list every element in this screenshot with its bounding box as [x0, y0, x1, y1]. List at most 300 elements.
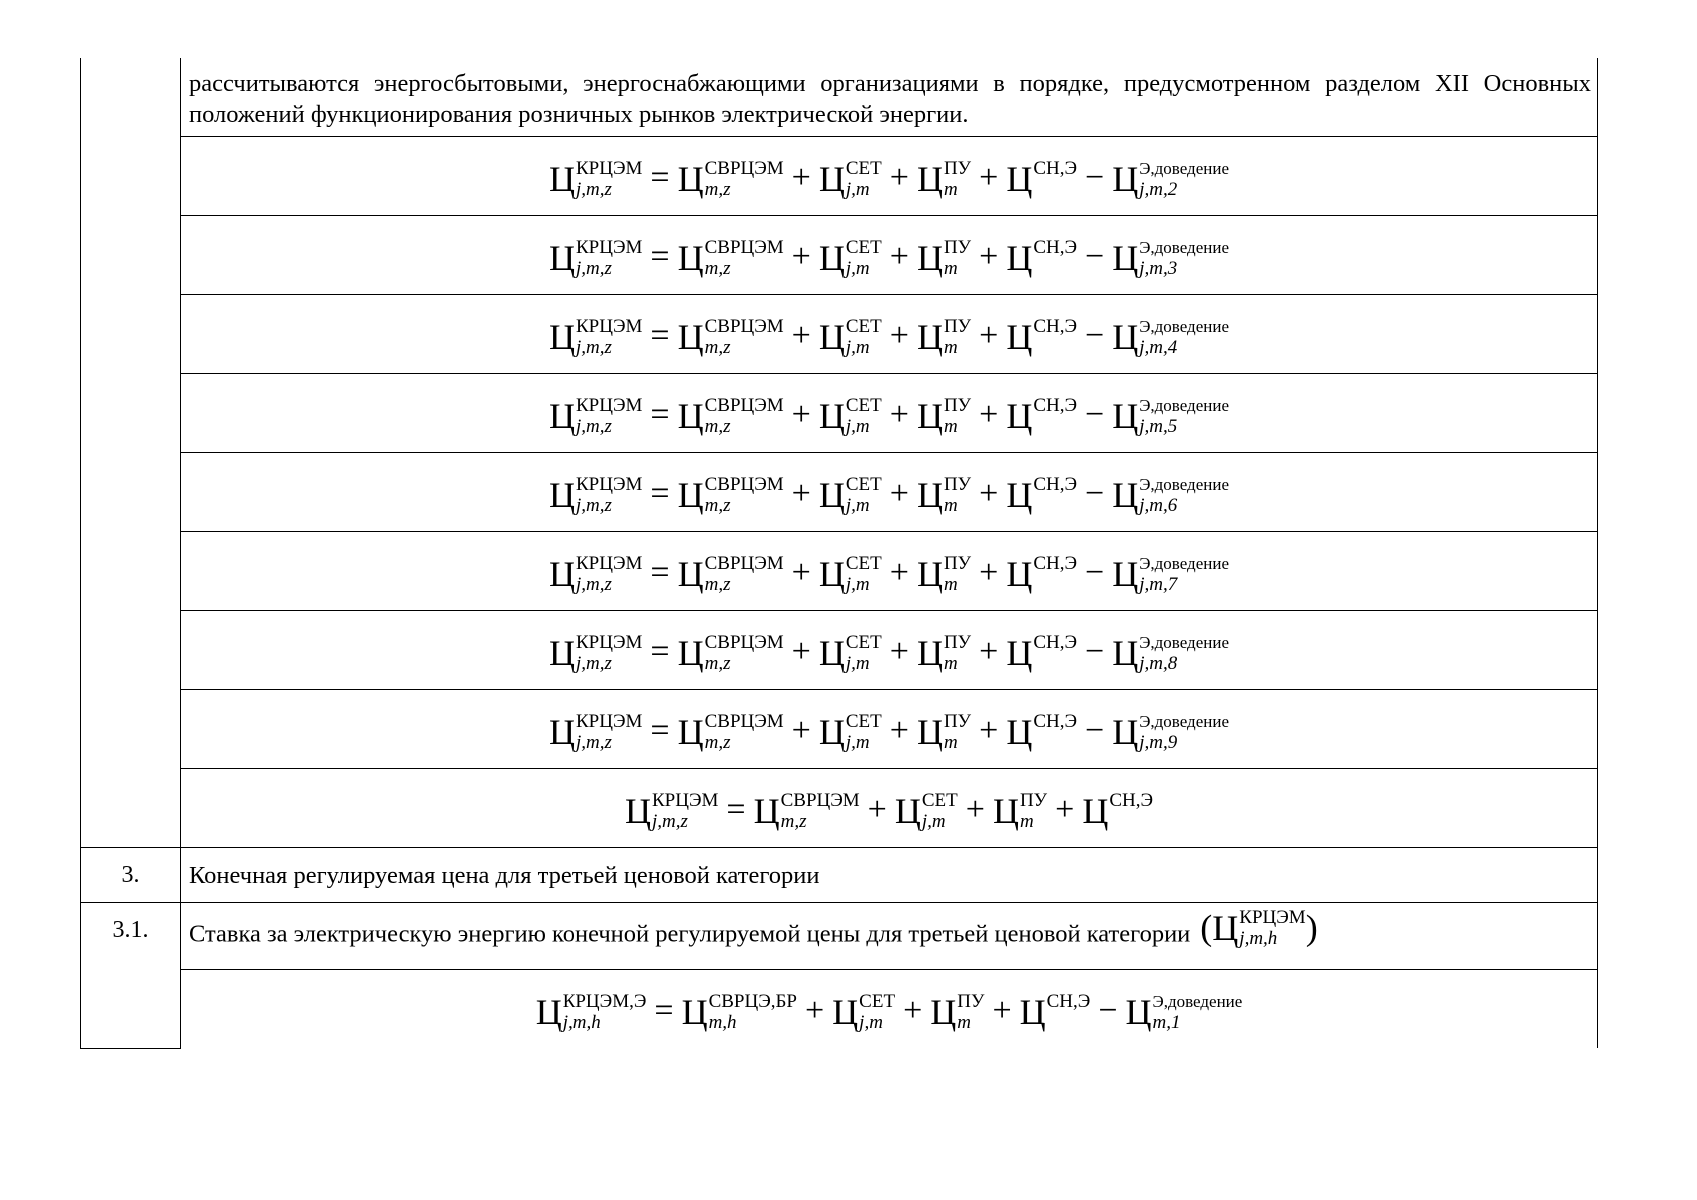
term-scripts	[576, 553, 642, 595]
term-subscript: j,m	[845, 494, 870, 516]
operator: +	[889, 396, 909, 434]
term-scripts	[1033, 632, 1077, 674]
term-superscript: СЕТ	[845, 473, 882, 495]
formula-term	[1006, 394, 1077, 437]
term-scripts	[957, 991, 984, 1033]
price-symbol: Ц	[549, 158, 575, 199]
intro-text: рассчитываются энергосбытовыми, энергоснабжающими организациями в порядке, предусмотренном разделом XII Основных положений функционирования розничных рынков электрической энергии.	[181, 58, 1598, 137]
operator: =	[650, 633, 670, 671]
formula-term	[895, 789, 958, 832]
term-superscript: КРЦЭМ	[576, 157, 643, 179]
term-superscript: СВРЦЭМ	[704, 552, 784, 574]
formula-cell	[181, 690, 1598, 769]
operator: +	[979, 159, 999, 197]
formula-term	[917, 315, 971, 358]
operator: =	[650, 475, 670, 513]
term-subscript: j,m	[845, 257, 870, 279]
term-superscript: Э,доведение	[1139, 395, 1229, 415]
operator: +	[791, 554, 811, 592]
formula-term	[1112, 710, 1229, 753]
formula-cell	[181, 769, 1598, 848]
term-superscript: ПУ	[943, 710, 972, 732]
term-superscript: Э,доведение	[1152, 991, 1243, 1011]
operator: +	[979, 712, 999, 750]
term-subscript: j,m,z	[576, 652, 612, 674]
formula-term	[819, 631, 882, 674]
term-superscript: СВРЦЭМ	[704, 236, 784, 258]
price-symbol: Ц	[916, 632, 943, 673]
operator: +	[889, 238, 909, 276]
term-scripts	[846, 158, 882, 200]
term-scripts	[576, 711, 642, 753]
term-superscript: КРЦЭМ	[576, 631, 643, 653]
term-scripts	[922, 790, 958, 832]
price-symbol: Ц	[677, 711, 704, 752]
operator: −	[1085, 396, 1105, 434]
term-superscript: ПУ	[943, 552, 972, 574]
formula	[549, 630, 1229, 673]
term-subscript: j,m	[845, 731, 870, 753]
term-scripts	[1033, 474, 1077, 516]
term-scripts	[576, 158, 642, 200]
formula-term	[678, 157, 784, 200]
term-subscript	[1033, 653, 1077, 674]
term-scripts	[576, 237, 642, 279]
term-scripts	[1020, 790, 1047, 832]
term-scripts	[846, 474, 882, 516]
term-superscript: СВРЦЭМ	[704, 631, 784, 653]
formula-term	[819, 710, 882, 753]
formula-term	[819, 236, 882, 279]
term-scripts	[1139, 395, 1229, 437]
term-subscript	[1033, 337, 1077, 358]
formula-cell	[181, 295, 1598, 374]
price-symbol: Ц	[1006, 237, 1033, 278]
term-superscript: ПУ	[943, 157, 972, 179]
term-superscript: СН,Э	[1033, 552, 1077, 574]
formula-term	[1112, 157, 1229, 200]
term-subscript	[1033, 574, 1077, 595]
operator: −	[1085, 554, 1105, 592]
price-symbol: Ц	[549, 474, 575, 515]
term-scripts	[846, 316, 882, 358]
price-symbol: Ц	[1006, 316, 1033, 357]
term-superscript: СЕТ	[845, 710, 882, 732]
term-subscript: m	[943, 652, 958, 674]
term-subscript: j,m,h	[562, 1011, 601, 1033]
term-superscript: СЕТ	[845, 157, 882, 179]
operator: +	[791, 475, 811, 513]
term-superscript: Э,доведение	[1139, 316, 1229, 336]
formula-term	[549, 552, 642, 595]
term-subscript: j,m,5	[1139, 415, 1178, 437]
price-symbol: Ц	[1112, 395, 1139, 436]
operator: +	[889, 317, 909, 355]
term-scripts	[846, 237, 882, 279]
term-superscript: ПУ	[943, 315, 972, 337]
term-subscript	[1033, 495, 1077, 516]
formula-term	[917, 552, 971, 595]
price-symbol: Ц	[1112, 553, 1139, 594]
term-subscript: j,m,z	[576, 336, 612, 358]
term-subscript: j,m	[921, 810, 946, 832]
term-superscript: КРЦЭМ	[576, 473, 643, 495]
price-symbol: Ц	[1112, 474, 1139, 515]
term-subscript: m	[943, 336, 958, 358]
term-subscript: j,m,z	[576, 494, 612, 516]
term-scripts	[705, 237, 784, 279]
term-superscript: СВРЦЭМ	[704, 315, 784, 337]
term-scripts	[1139, 316, 1229, 358]
term-scripts	[1033, 316, 1077, 358]
price-symbol: Ц	[818, 711, 845, 752]
term-subscript: j,m,z	[576, 415, 612, 437]
operator: +	[791, 159, 811, 197]
formula-term	[819, 315, 882, 358]
price-symbol: Ц	[818, 158, 845, 199]
term-superscript: СН,Э	[1046, 990, 1091, 1012]
term-subscript	[1033, 258, 1077, 279]
formula-term	[1112, 631, 1229, 674]
formula-term	[1212, 907, 1305, 949]
operator: +	[992, 992, 1012, 1030]
formula-term	[549, 236, 642, 279]
price-symbol: Ц	[1006, 395, 1033, 436]
formula-cell	[181, 216, 1598, 295]
formula-term	[1006, 710, 1077, 753]
price-symbol: Ц	[818, 474, 845, 515]
term-scripts	[1153, 991, 1243, 1033]
number-cell-empty	[81, 58, 181, 848]
term-subscript: m,z	[704, 652, 731, 674]
operator: +	[889, 712, 909, 750]
formula	[549, 235, 1229, 278]
term-superscript: Э,доведение	[1139, 158, 1229, 178]
operator: =	[650, 396, 670, 434]
operator: +	[804, 992, 825, 1030]
term-scripts	[944, 474, 971, 516]
formula-row	[81, 532, 1598, 611]
price-symbol: Ц	[1019, 991, 1046, 1032]
term-subscript: j,m	[845, 336, 870, 358]
term-scripts	[1109, 790, 1153, 832]
term-superscript: ПУ	[943, 394, 972, 416]
formula-term	[678, 394, 784, 437]
formula-term	[678, 710, 784, 753]
price-symbol: Ц	[1082, 790, 1109, 831]
term-superscript: СН,Э	[1033, 236, 1077, 258]
term-subscript: j,m,7	[1139, 573, 1178, 595]
term-scripts	[846, 711, 882, 753]
formula-row	[81, 216, 1598, 295]
formula-term	[819, 157, 882, 200]
term-subscript: j,m	[845, 573, 870, 595]
term-scripts	[1139, 632, 1229, 674]
term-scripts	[563, 991, 647, 1033]
term-superscript: СН,Э	[1033, 157, 1077, 179]
operator: −	[1085, 317, 1105, 355]
term-superscript: ПУ	[957, 990, 985, 1012]
operator: +	[791, 396, 811, 434]
formula-term	[1006, 157, 1077, 200]
price-symbol: Ц	[677, 632, 704, 673]
term-superscript: СН,Э	[1109, 789, 1153, 811]
term-scripts	[944, 316, 971, 358]
term-subscript: j,m,z	[576, 178, 612, 200]
term-scripts	[1239, 907, 1305, 949]
term-superscript: СЕТ	[921, 789, 958, 811]
operator: +	[889, 475, 909, 513]
term-superscript: СВРЦЭМ	[780, 789, 860, 811]
term-subscript: m,z	[704, 731, 731, 753]
term-subscript: m,z	[704, 573, 731, 595]
term-superscript: СЕТ	[845, 315, 882, 337]
term-scripts	[846, 553, 882, 595]
operator: +	[889, 633, 909, 671]
section-title-text: Ставка за электрическую энергию конечной регулируемой цены для третьей ценовой категории	[189, 920, 1191, 948]
price-symbol: Ц	[677, 553, 704, 594]
formula	[536, 989, 1243, 1032]
formula	[625, 788, 1153, 831]
price-symbol: Ц	[1212, 907, 1239, 948]
term-subscript: j,m,2	[1139, 178, 1178, 200]
price-symbol: Ц	[818, 237, 845, 278]
term-subscript	[1109, 811, 1153, 832]
price-symbol: Ц	[681, 991, 708, 1032]
term-scripts	[1033, 158, 1077, 200]
term-subscript: j,m,z	[576, 573, 612, 595]
term-subscript: m	[1019, 810, 1034, 832]
term-superscript: СН,Э	[1033, 631, 1077, 653]
term-scripts	[944, 632, 971, 674]
formula-term	[1112, 473, 1229, 516]
operator: −	[1085, 238, 1105, 276]
term-superscript: КРЦЭМ	[576, 552, 643, 574]
price-symbol: Ц	[1112, 711, 1139, 752]
operator: +	[1055, 791, 1075, 829]
term-scripts	[1139, 553, 1229, 595]
formula	[549, 551, 1229, 594]
price-symbol: Ц	[1006, 553, 1033, 594]
term-subscript: j,m	[845, 415, 870, 437]
paren-close: )	[1305, 907, 1318, 948]
formula-term	[832, 990, 895, 1033]
formula-term	[678, 631, 784, 674]
term-superscript: ПУ	[943, 236, 972, 258]
term-superscript: ПУ	[943, 631, 972, 653]
term-superscript: КРЦЭМ	[1239, 907, 1306, 928]
term-subscript: j,m,9	[1139, 731, 1178, 753]
price-symbol: Ц	[1112, 237, 1139, 278]
term-scripts	[1033, 711, 1077, 753]
term-subscript: m,z	[704, 178, 731, 200]
operator: =	[650, 317, 670, 355]
formula-term	[819, 473, 882, 516]
term-scripts	[846, 395, 882, 437]
formula-term	[549, 394, 642, 437]
term-scripts	[705, 474, 784, 516]
term-subscript: m,z	[780, 810, 807, 832]
price-symbol: Ц	[1125, 991, 1152, 1032]
term-scripts	[1139, 158, 1229, 200]
operator: +	[979, 238, 999, 276]
formula-row	[81, 690, 1598, 769]
term-subscript: j,m,h	[1239, 928, 1278, 949]
price-symbol: Ц	[1112, 632, 1139, 673]
operator: +	[965, 791, 985, 829]
price-symbol: Ц	[992, 790, 1019, 831]
term-scripts	[652, 790, 718, 832]
formula-row	[81, 295, 1598, 374]
price-symbol: Ц	[753, 790, 780, 831]
operator: +	[889, 554, 909, 592]
formula-row-3-1	[81, 970, 1598, 1049]
formula-cell	[181, 970, 1598, 1049]
formula-term	[625, 789, 718, 832]
price-symbol: Ц	[549, 237, 575, 278]
operator: +	[889, 159, 909, 197]
term-subscript: j,m	[859, 1011, 883, 1033]
term-subscript: m,1	[1152, 1011, 1181, 1033]
operator: =	[650, 554, 670, 592]
term-subscript: j,m,3	[1139, 257, 1178, 279]
formula-term	[930, 990, 984, 1033]
price-symbol: Ц	[549, 711, 575, 752]
price-symbol: Ц	[916, 237, 943, 278]
term-superscript: КРЦЭМ	[652, 789, 719, 811]
price-symbol: Ц	[1006, 474, 1033, 515]
term-subscript: j,m	[845, 178, 870, 200]
term-scripts	[1047, 991, 1091, 1033]
price-symbol: Ц	[818, 632, 845, 673]
formula-row	[81, 137, 1598, 216]
price-symbol: Ц	[916, 158, 943, 199]
term-superscript: СН,Э	[1033, 394, 1077, 416]
formula-term	[917, 473, 971, 516]
formula-term	[549, 710, 642, 753]
section-3-1-row	[81, 903, 1598, 970]
term-superscript: СВРЦЭМ	[704, 473, 784, 495]
formula-term	[917, 710, 971, 753]
term-subscript: j,m	[845, 652, 870, 674]
formula-term	[1112, 552, 1229, 595]
term-scripts	[846, 632, 882, 674]
formula-term	[678, 315, 784, 358]
price-symbol: Ц	[1112, 158, 1139, 199]
term-scripts	[859, 991, 895, 1033]
formula	[549, 156, 1229, 199]
formula-term	[1082, 789, 1153, 832]
operator: +	[867, 791, 887, 829]
term-subscript: m,h	[708, 1011, 737, 1033]
term-subscript: m,z	[704, 415, 731, 437]
term-subscript: m	[943, 415, 958, 437]
formula-term	[549, 157, 642, 200]
term-subscript: m	[943, 257, 958, 279]
term-scripts	[1139, 237, 1229, 279]
formula-term	[678, 552, 784, 595]
operator: +	[979, 317, 999, 355]
term-superscript: КРЦЭМ	[576, 710, 643, 732]
term-scripts	[944, 395, 971, 437]
term-scripts	[576, 632, 642, 674]
section-3-row	[81, 848, 1598, 903]
term-scripts	[705, 158, 784, 200]
paren-open: (	[1200, 907, 1213, 948]
term-superscript: СЕТ	[845, 631, 882, 653]
term-superscript: СЕТ	[845, 236, 882, 258]
formula-row	[81, 453, 1598, 532]
price-symbol: Ц	[916, 711, 943, 752]
inline-formula	[1200, 907, 1317, 949]
price-symbol: Ц	[549, 553, 575, 594]
term-scripts	[944, 711, 971, 753]
term-superscript: СЕТ	[845, 552, 882, 574]
formula-cell	[181, 453, 1598, 532]
term-superscript: Э,доведение	[1139, 474, 1229, 494]
formula-term	[754, 789, 860, 832]
term-superscript: СН,Э	[1033, 710, 1077, 732]
operator: +	[791, 317, 811, 355]
formula-term	[993, 789, 1047, 832]
formula	[549, 709, 1229, 752]
price-symbol: Ц	[677, 316, 704, 357]
price-symbol: Ц	[832, 991, 859, 1032]
formula-cell	[181, 532, 1598, 611]
term-subscript: m	[943, 494, 958, 516]
formula-term	[678, 236, 784, 279]
formula-table	[80, 58, 1598, 1049]
price-symbol: Ц	[916, 316, 943, 357]
term-subscript: m	[943, 573, 958, 595]
term-superscript: КРЦЭМ	[576, 394, 643, 416]
term-subscript	[1033, 732, 1077, 753]
price-symbol: Ц	[549, 632, 575, 673]
formula-term	[549, 315, 642, 358]
formula-cell	[181, 374, 1598, 453]
term-subscript: m,z	[704, 494, 731, 516]
term-scripts	[944, 553, 971, 595]
price-symbol: Ц	[677, 158, 704, 199]
term-subscript: m,z	[704, 336, 731, 358]
term-subscript: m	[943, 178, 958, 200]
price-symbol: Ц	[677, 237, 704, 278]
formula-cell	[181, 611, 1598, 690]
term-subscript	[1033, 416, 1077, 437]
section-title: Конечная регулируемая цена для третьей ценовой категории	[181, 848, 1598, 903]
term-subscript	[1033, 179, 1077, 200]
operator: =	[650, 712, 670, 750]
term-scripts	[576, 316, 642, 358]
price-symbol: Ц	[625, 790, 651, 831]
section-title	[181, 903, 1598, 970]
formula-term	[549, 473, 642, 516]
formula-term	[819, 552, 882, 595]
formula	[549, 472, 1229, 515]
operator: −	[1085, 712, 1105, 750]
section-number: 3.1.	[81, 903, 181, 1049]
price-symbol: Ц	[916, 553, 943, 594]
price-symbol: Ц	[818, 395, 845, 436]
formula	[549, 314, 1229, 357]
formula-term	[549, 631, 642, 674]
price-symbol: Ц	[916, 395, 943, 436]
operator: +	[979, 633, 999, 671]
formula	[549, 393, 1229, 436]
term-superscript: СВРЦЭМ	[704, 710, 784, 732]
term-subscript: m,z	[704, 257, 731, 279]
term-scripts	[576, 474, 642, 516]
